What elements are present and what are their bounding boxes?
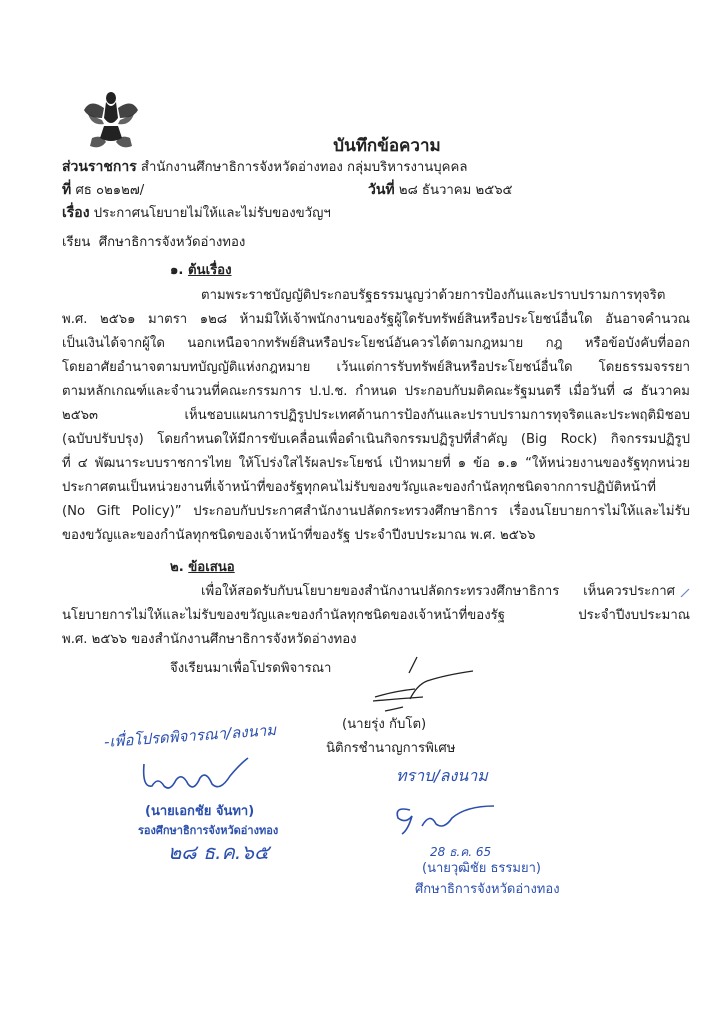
director-position: ศึกษาธิการจังหวัดอ่างทอง <box>415 882 560 897</box>
section2-heading <box>170 556 235 577</box>
pen-tick-mark <box>680 588 690 598</box>
paragraph-line: พ.ศ. ๒๕๖๑ มาตรา ๑๒๘ ห้ามมิให้เจ้าพนักงานของรัฐผู้ใดรับทรัพย์สินหรือประโยชน์อื่นใด อันอาจคำนวณ <box>62 312 690 327</box>
deputy-date: ๒๘ ธ.ค.๖๕ <box>168 840 270 864</box>
section1-heading <box>170 259 232 280</box>
section2-title: ข้อเสนอ <box>188 560 235 575</box>
deputy-signature <box>140 758 250 798</box>
paragraph-line: ตามหลักเกณฑ์และจำนวนที่คณะกรรมการ ป.ป.ช. กำหนด ประกอบกับมติคณะรัฐมนตรี เมื่อวันที่ ๘ ธันวาคม <box>62 384 690 399</box>
deputy-position: รองศึกษาธิการจังหวัดอ่างทอง <box>138 824 279 837</box>
paragraph-line: พ.ศ. ๒๕๖๖ ของสำนักงานศึกษาธิการจังหวัดอ่างทอง <box>62 632 357 647</box>
director-date: 28 ธ.ค. 65 <box>430 845 492 859</box>
director-signature <box>392 800 502 840</box>
ref-row <box>62 179 144 201</box>
deputy-name: (นายเอกชัย จันทา) <box>145 804 255 819</box>
paragraph-line: เป็นเงินได้จากผู้ใด นอกเหนือจากทรัพย์สินหรือประโยชน์อันควรได้ตามกฎหมาย กฎ หรือข้อบังคับที่ออก <box>62 336 690 351</box>
section1-number: ๑. <box>170 263 184 278</box>
to-value: ศึกษาธิการจังหวัดอ่างทอง <box>98 235 246 250</box>
ref-label: ที่ <box>62 182 72 198</box>
paragraph-line: ที่ ๔ พัฒนาระบบราชการไทย ให้โปร่งใสไร้ผลประโยชน์ เป้าหมายที่ ๑ ข้อ ๑.๑ “ให้หน่วยงานของรัฐทุกหน่วย <box>62 456 690 471</box>
date-row <box>368 179 513 201</box>
officer-signature <box>355 655 475 715</box>
paragraph-line: ของขวัญและของกำนัลทุกชนิดของเจ้าหน้าที่ของรัฐ ประจำปีงบประมาณ พ.ศ. ๒๕๖๖ <box>62 528 536 543</box>
section2-number: ๒. <box>170 560 184 575</box>
director-note: ทราบ/ลงนาม <box>396 766 488 785</box>
date-value: ๒๘ ธันวาคม ๒๕๖๕ <box>398 183 513 198</box>
deputy-note: -เพื่อโปรดพิจารณา/ลงนาม <box>103 720 277 751</box>
paragraph-line: (ฉบับปรับปรุง) โดยกำหนดให้มีการขับเคลื่อนเพื่อดำเนินกิจกรรมปฏิรูปที่สำคัญ (Big Rock) กิจกรรมปฏิรูป <box>62 432 690 447</box>
subject-label: เรื่อง <box>62 205 90 221</box>
section1-title: ต้นเรื่อง <box>187 263 232 278</box>
subject-row <box>62 202 331 224</box>
agency-value: สำนักงานศึกษาธิการจังหวัดอ่างทอง กลุ่มบริหารงานบุคคล <box>140 160 468 175</box>
to-label: เรียน <box>62 235 91 250</box>
paragraph-line: ตามพระราชบัญญัติประกอบรัฐธรรมนูญว่าด้วยการป้องกันและปราบปรามการทุจริต <box>201 288 666 303</box>
paragraph-line: โดยอาศัยอำนาจตามบทบัญญัติแห่งกฎหมาย เว้นแต่การรับทรัพย์สินหรือประโยชน์อื่นใด โดยธรรมจรรยา <box>62 360 690 375</box>
paragraph-line: นโยบายการไม่ให้และไม่รับของขวัญและของกำนัลทุกชนิดของเจ้าหน้าที่ของรัฐ ประจำปีงบประมาณ <box>62 608 690 623</box>
paragraph-line: ๒๕๖๓ เห็นชอบแผนการปฏิรูปประเทศด้านการป้องกันและปราบปรามการทุจริตและประพฤติมิชอบ <box>62 408 690 423</box>
subject-value: ประกาศนโยบายไม่ให้และไม่รับของขวัญฯ <box>93 206 331 221</box>
paragraph-line: เพื่อให้สอดรับกับนโยบายของสำนักงานปลัดกระทรวงศึกษาธิการ เห็นควรประกาศ <box>201 584 675 599</box>
ref-value: ศธ ๐๒๑๒๗/ <box>75 183 145 198</box>
agency-label: ส่วนราชการ <box>62 159 137 175</box>
paragraph-line: ประกาศตนเป็นหน่วยงานที่เจ้าหน้าที่ของรัฐทุกคนไม่รับของขวัญและของกำนัลทุกชนิดจากการปฏิบัติหน้าที่ <box>62 480 656 495</box>
paragraph-line: (No Gift Policy)” ประกอบกับประกาศสำนักงานปลัดกระทรวงศึกษาธิการ เรื่องนโยบายการไม่ให้และไม่รับ <box>62 504 690 519</box>
officer-position: นิติกรชำนาญการพิเศษ <box>326 741 456 756</box>
officer-name: (นายรุ่ง กับโต) <box>342 717 427 732</box>
agency-row <box>62 156 467 178</box>
to-row <box>62 231 245 252</box>
date-label: วันที่ <box>368 182 395 198</box>
director-name: (นายวุฒิชัย ธรรมยา) <box>422 861 541 876</box>
closing-text: จึงเรียนมาเพื่อโปรดพิจารณา <box>170 661 332 676</box>
page-title: บันทึกข้อความ <box>333 136 441 156</box>
